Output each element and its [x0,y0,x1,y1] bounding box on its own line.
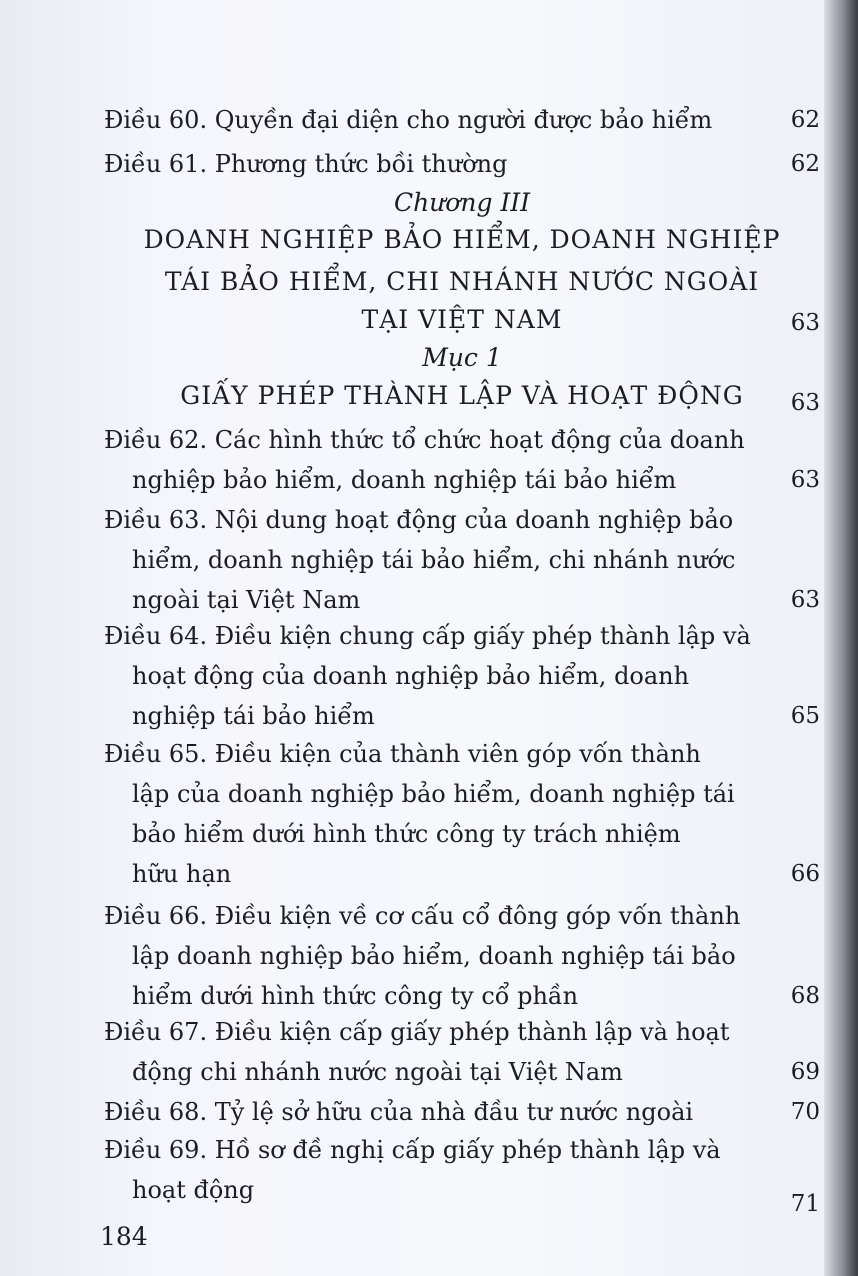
toc-entry-page: 69 [790,1059,820,1085]
toc-entry-text: Điều 68. Tỷ lệ sở hữu của nhà đầu tư nước ngoài [104,1098,694,1126]
toc-entry-64 [104,616,820,736]
toc-entry-page: 71 [790,1191,820,1217]
toc-entry-text: hữu hạn [132,860,232,888]
toc-entry-text: Điều 62. Các hình thức tổ chức hoạt động của doanh [104,426,745,454]
toc-entry-text: nghiệp bảo hiểm, doanh nghiệp tái bảo hiểm [132,466,677,494]
toc-entry-text: Điều 69. Hồ sơ đề nghị cấp giấy phép thành lập và [104,1136,721,1164]
chapter-page: 63 [790,310,820,336]
toc-entry-62 [104,420,820,500]
page-edge-shadow [824,0,858,1276]
toc-entry-text: Điều 66. Điều kiện về cơ cấu cổ đông góp vốn thành [104,902,741,930]
toc-entry-61 [104,144,820,184]
toc-entry-page: 68 [790,983,820,1009]
toc-entry-text: bảo hiểm dưới hình thức công ty trách nhiệm [132,820,681,848]
toc-entry-text: nghiệp tái bảo hiểm [132,702,375,730]
toc-entry-page: 62 [790,107,820,133]
toc-entry-page: 70 [790,1099,820,1125]
section-label: Mục 1 [422,343,502,372]
toc-entry-text: hiểm dưới hình thức công ty cổ phần [132,982,579,1010]
toc-entry-69 [104,1130,820,1217]
toc-entry-text: lập doanh nghiệp bảo hiểm, doanh nghiệp tái bảo [132,942,736,970]
chapter-title-line-1: DOANH NGHIỆP BẢO HIỂM, DOANH NGHIỆP [143,225,781,254]
toc-entry-68 [104,1092,820,1132]
page-number: 184 [100,1222,148,1251]
toc-entry-60 [104,100,820,140]
toc-entry-page: 62 [790,151,820,177]
toc-entry-page: 66 [790,861,820,887]
section-title: GIẤY PHÉP THÀNH LẬP VÀ HOẠT ĐỘNG [180,381,744,410]
toc-entry-text: hoạt động của doanh nghiệp bảo hiểm, doanh [132,662,690,690]
toc-entry-63 [104,500,820,620]
toc-entry-text: Điều 65. Điều kiện của thành viên góp vốn thành [104,740,701,768]
toc-entry-page: 63 [790,587,820,613]
section-page: 63 [790,390,820,416]
toc-entry-text: động chi nhánh nước ngoài tại Việt Nam [132,1058,623,1086]
toc-entry-text: ngoài tại Việt Nam [132,586,361,614]
toc-entry-text: Điều 67. Điều kiện cấp giấy phép thành lập và hoạt [104,1018,730,1046]
toc-entry-text: hiểm, doanh nghiệp tái bảo hiểm, chi nhánh nước [132,546,736,574]
toc-entry-67 [104,1012,820,1092]
chapter-title-line-2: TÁI BẢO HIỂM, CHI NHÁNH NƯỚC NGOÀI [164,267,760,296]
toc-entry-text: Điều 63. Nội dung hoạt động của doanh nghiệp bảo [104,506,734,534]
toc-entry-text: Điều 64. Điều kiện chung cấp giấy phép thành lập và [104,622,751,650]
toc-entry-text: Điều 60. Quyền đại diện cho người được bảo hiểm [104,106,713,134]
toc-entry-page: 65 [790,703,820,729]
chapter-title-line-3: TẠI VIỆT NAM [361,305,563,334]
toc-entry-text: lập của doanh nghiệp bảo hiểm, doanh nghiệp tái [132,780,735,808]
chapter-label: Chương III [393,188,531,217]
toc-entry-text: hoạt động [132,1176,255,1204]
toc-entry-66 [104,896,820,1016]
toc-entry-text: Điều 61. Phương thức bồi thường [104,150,508,178]
toc-entry-page: 63 [790,467,820,493]
toc-entry-65 [104,734,820,894]
